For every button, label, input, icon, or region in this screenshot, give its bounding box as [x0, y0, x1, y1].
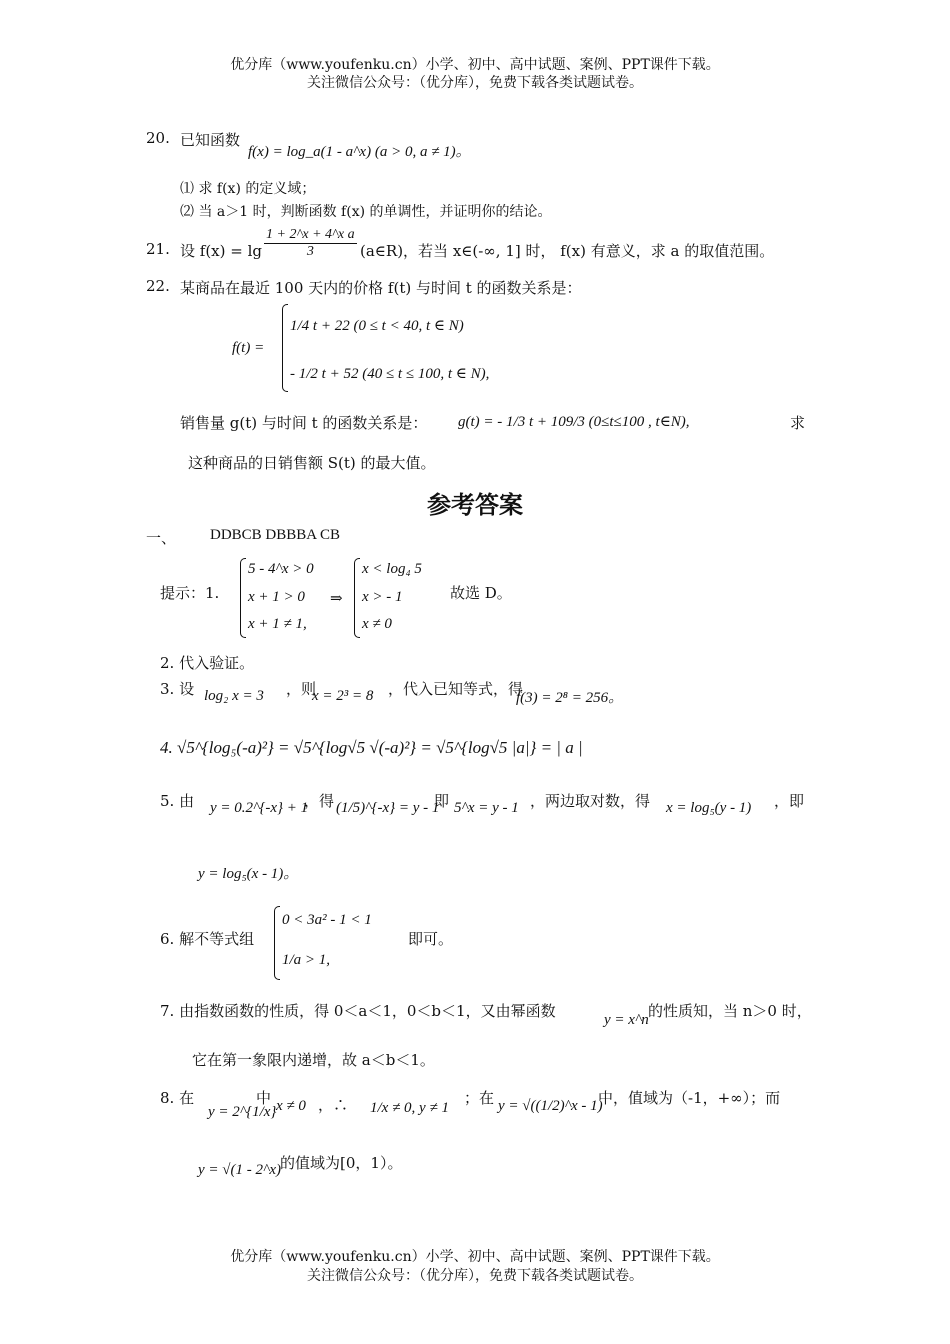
- footer-line-2: 关注微信公众号：（优分库），免费下载各类试题试卷。: [307, 1268, 643, 1284]
- q22-text: 某商品在最近 100 天内的价格 f(t) 与时间 t 的函数关系是：: [180, 279, 582, 297]
- q22-sales-text: 销售量 g(t) 与时间 t 的函数关系是：: [180, 414, 428, 432]
- hint-5-a: 5. 由: [160, 792, 195, 810]
- hint-5-j: y = log₅(x - 1)。: [198, 866, 299, 882]
- hint-label: 提示：1.: [160, 584, 220, 602]
- hint-7-b: y = x^n: [604, 1012, 649, 1028]
- hint-8-d: x ≠ 0: [276, 1098, 306, 1114]
- q22-sales-formula: g(t) = - 1/3 t + 109/3 (0≤t≤100 , t∈N),: [458, 414, 690, 430]
- q22-number: 22.: [146, 277, 170, 295]
- hint1-sys1-row3: x + 1 ≠ 1,: [248, 616, 307, 632]
- q22-lhs: f(t) =: [232, 340, 265, 356]
- implies-symbol: ⇒: [330, 591, 343, 607]
- q20-part2: ⑵ 当 a＞1 时，判断函数 f(x) 的单调性，并证明你的结论。: [180, 204, 552, 220]
- q22-case-2: - 1/2 t + 52 (40 ≤ t ≤ 100, t ∈ N),: [290, 366, 490, 382]
- header-line-2: 关注微信公众号：（优分库），免费下载各类试题试卷。: [307, 75, 643, 91]
- hint-5-g: ，两边取对数，得: [530, 792, 651, 810]
- hint-3-c: ，则: [286, 680, 317, 698]
- hint-3-b: log₂ x = 3: [204, 688, 264, 704]
- hint1-sys1-row1: 5 - 4^x > 0: [248, 561, 314, 577]
- header-line-1: 优分库（www.youfenku.cn）小学、初中、高中试题、案例、PPT课件下载。: [230, 57, 720, 73]
- hint-3-d: x = 2³ = 8: [312, 688, 374, 704]
- footer-line-1: 优分库（www.youfenku.cn）小学、初中、高中试题、案例、PPT课件下载。: [230, 1249, 720, 1265]
- hint1-sys2-row3: x ≠ 0: [362, 616, 392, 632]
- hint1-sys2-row1: x < log₄ 5: [362, 561, 422, 577]
- q22-last: 这种商品的日销售额 S(t) 的最大值。: [188, 454, 436, 472]
- q21-frac-denominator: 3: [306, 244, 314, 259]
- hint-8-g: ；在: [464, 1089, 495, 1107]
- q21-fraction: [262, 227, 359, 260]
- q20-part1: ⑴ 求 f(x) 的定义域；: [180, 181, 316, 197]
- q21-tail: (a∈R)，若当 x∈(-∞, 1] 时， f(x) 有意义，求 a 的取值范围。: [360, 242, 775, 260]
- q20-intro: 已知函数: [180, 131, 241, 149]
- hint-8-k: 的值域为[0，1）。: [280, 1154, 403, 1172]
- hint1-brace-2: [354, 558, 360, 638]
- hint-2: 2. 代入验证。: [160, 654, 255, 672]
- q20-formula: f(x) = log_a(1 - a^x) (a > 0, a ≠ 1)。: [248, 144, 471, 160]
- q20-number: 20.: [146, 129, 170, 147]
- hint1-sys1-row2: x + 1 > 0: [248, 589, 305, 605]
- hint-5-d: (1/5)^{-x} = y - 1: [336, 800, 440, 816]
- answers-keys: DDBCB DBBBA CB: [210, 527, 341, 543]
- hint-5-h: x = log₅(y - 1): [666, 800, 752, 816]
- q21-frac-numerator: 1 + 2^x + 4^x a: [266, 227, 355, 242]
- hint-6-row2: 1/a > 1,: [282, 952, 331, 968]
- hint6-brace: [274, 906, 280, 980]
- answers-title: 参考答案: [427, 491, 523, 519]
- hint-5-f: 5^x = y - 1: [454, 800, 519, 816]
- hint-8-e: ，∴: [318, 1096, 349, 1114]
- hint-3-e: ，代入已知等式，得: [388, 680, 524, 698]
- hint-8-a: 8. 在: [160, 1089, 195, 1107]
- hint-4: 4. √5^{log₅(-a)²} = √5^{log√5 √(-a)²} = √5^{log√5 |a|} = | a |: [160, 738, 583, 757]
- hint-3-f: f(3) = 2⁸ = 256。: [516, 690, 624, 706]
- hint-8-h: y = √((1/2)^x - 1): [498, 1098, 603, 1114]
- hint-5-i: ，即: [774, 792, 805, 810]
- hint1-sys2-row2: x > - 1: [362, 589, 403, 605]
- hint-6-b: 即可。: [408, 930, 454, 948]
- q22-ask: 求: [790, 414, 806, 432]
- hint-3-a: 3. 设: [160, 680, 195, 698]
- hint-5-c: ，得: [304, 792, 335, 810]
- answers-section: 一、: [146, 529, 177, 547]
- hint-8-b: y = 2^{1/x}: [208, 1104, 277, 1120]
- hint-8-i: 中，值域为（-1，+∞）；而: [598, 1089, 781, 1107]
- q21-lead: 设 f(x) = lg: [180, 242, 262, 260]
- hint1-brace-1: [240, 558, 246, 638]
- hint-5-e: 即: [434, 792, 450, 810]
- hint-8-c: 中: [256, 1089, 272, 1107]
- hint-6-a: 6. 解不等式组: [160, 930, 255, 948]
- q22-case-1: 1/4 t + 22 (0 ≤ t < 40, t ∈ N): [290, 318, 464, 334]
- hint1-end: 故选 D。: [450, 584, 512, 602]
- hint-7-d: 它在第一象限内递增，故 a＜b＜1。: [192, 1051, 435, 1069]
- hint-5-b: y = 0.2^{-x} + 1: [210, 800, 309, 816]
- hint-7-c: 的性质知，当 n＞0 时，: [648, 1002, 812, 1020]
- q21-number: 21.: [146, 240, 170, 258]
- hint-7-a: 7. 由指数函数的性质，得 0＜a＜1，0＜b＜1，又由幂函数: [160, 1002, 556, 1020]
- hint-6-row1: 0 < 3a² - 1 < 1: [282, 912, 372, 928]
- hint-8-j: y = √(1 - 2^x): [198, 1162, 281, 1178]
- q22-brace: [282, 304, 288, 392]
- hint-8-f: 1/x ≠ 0, y ≠ 1: [370, 1100, 449, 1116]
